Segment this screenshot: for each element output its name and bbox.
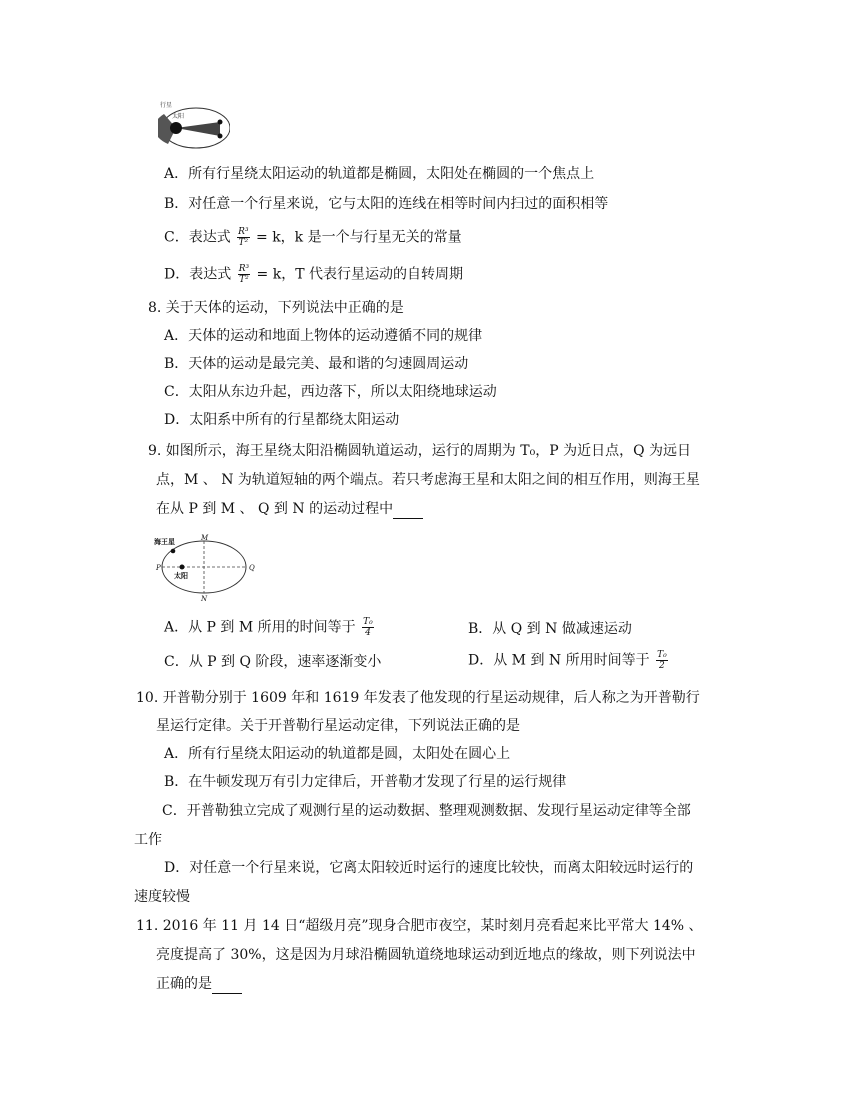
fraction-denominator: T² — [239, 275, 249, 285]
q7-option-c — [164, 227, 462, 248]
q10-stem-line-2: 星运行定律。关于开普勒行星运动定律，下列说法正确的是 — [156, 718, 520, 734]
q10-option-d-line-2: 速度较慢 — [134, 889, 190, 905]
q9-stem-line-1: 9. 如图所示，海王星绕太阳沿椭圆轨道运动，运行的周期为 T₀，P 为近日点，Q 为远日 — [148, 443, 692, 459]
fig1-swept-area-right — [176, 122, 220, 136]
answer-blank — [393, 504, 423, 519]
q9-stem-line-3 — [156, 499, 423, 519]
q7-option-d-suffix: = k，T 代表行星运动的自转周期 — [256, 266, 463, 283]
fraction-numerator: T₀ — [363, 617, 373, 627]
q9-option-b: B．从 Q 到 N 做减速运动 — [468, 621, 632, 637]
q7-option-a: A．所有行星绕太阳运动的轨道都是椭圆，太阳处在椭圆的一个焦点上 — [164, 166, 595, 182]
q9-option-a-prefix: A．从 P 到 M 所用的时间等于 — [164, 619, 356, 636]
fraction-denominator: T² — [238, 238, 249, 248]
q7-option-c-suffix: = k，k 是一个与行星无关的常量 — [256, 229, 462, 246]
fig2-label-n: N — [201, 595, 208, 603]
fig1-sun — [170, 122, 182, 134]
fig2-neptune — [171, 549, 176, 554]
q8-option-d: D．太阳系中所有的行星都绕太阳运动 — [164, 412, 400, 428]
q8-option-b: B．天体的运动是最完美、最和谐的匀速圆周运动 — [164, 356, 469, 372]
q11-stem-line-3-text: 正确的是 — [156, 976, 212, 992]
answer-blank — [212, 979, 242, 994]
q10-stem-line-1: 10. 开普勒分别于 1609 年和 1619 年发表了他发现的行星运动规律，后人称之为开普勒行 — [136, 690, 700, 706]
q11-stem-line-1: 11. 2016 年 11 月 14 日“超级月亮”现身合肥市夜空，某时刻月亮看起来比平常大 14% 、 — [136, 918, 703, 934]
fig2-sun — [180, 565, 185, 570]
q8-option-a: A．天体的运动和地面上物体的运动遵循不同的规律 — [164, 328, 483, 344]
fig2-label-q: Q — [249, 564, 255, 572]
q7-option-d-prefix: D．表达式 — [164, 266, 232, 283]
fraction-numerator: R³ — [238, 227, 249, 237]
fraction-numerator: T₀ — [657, 650, 667, 660]
fig2-label-p: P — [156, 564, 161, 572]
q8-stem: 8. 关于天体的运动，下列说法中正确的是 — [148, 300, 404, 316]
q9-stem-line-3-text: 在从 P 到 M 、 Q 到 N 的运动过程中 — [156, 501, 394, 517]
q9-option-d-fraction — [656, 650, 668, 671]
q10-option-c-line-1: C．开普勒独立完成了观测行星的运动数据、整理观测数据、发现行星运动定律等全部 — [162, 803, 691, 819]
q9-option-d — [468, 650, 670, 671]
fig2-label-m: M — [201, 534, 209, 542]
q7-option-d — [164, 264, 463, 285]
fig1-sun-label: 太阳 — [172, 113, 185, 120]
fraction-denominator: 2 — [659, 661, 665, 671]
fraction-denominator: 4 — [365, 628, 371, 638]
q10-option-d-line-1: D．对任意一个行星来说，它离太阳较近时运行的速度比较快，而离太阳较远时运行的 — [164, 860, 694, 876]
orbit-figure-1 — [158, 98, 230, 150]
q8-option-c: C．太阳从东边升起，西边落下，所以太阳绕地球运动 — [164, 384, 497, 400]
fig2-sun-label: 太阳 — [174, 572, 188, 580]
q9-option-c: C．从 P 到 Q 阶段，速率逐渐变小 — [164, 654, 382, 670]
fig1-planet-label: 行星 — [160, 102, 173, 109]
q10-option-c-line-2: 工作 — [134, 832, 162, 848]
q7-option-c-fraction — [237, 227, 249, 248]
q10-option-a: A．所有行星绕太阳运动的轨道都是圆，太阳处在圆心上 — [164, 746, 511, 762]
q9-option-a-fraction — [362, 617, 374, 638]
q9-option-a — [164, 617, 376, 638]
q7-option-c-prefix: C．表达式 — [164, 229, 231, 246]
fraction-numerator: R³ — [238, 264, 250, 274]
q9-option-d-prefix: D．从 M 到 N 所用时间等于 — [468, 652, 650, 669]
fig2-neptune-label: 海王星 — [154, 538, 175, 546]
q11-stem-line-2: 亮度提高了 30%，这是因为月球沿椭圆轨道绕地球运动到近地点的缘故，则下列说法中 — [156, 947, 696, 963]
q10-option-b: B．在牛顿发现万有引力定律后，开普勒才发现了行星的运行规律 — [164, 774, 567, 790]
fig1-planet-1 — [218, 120, 223, 125]
fig1-planet-2 — [218, 134, 223, 139]
neptune-orbit-figure — [152, 532, 262, 604]
q7-option-d-fraction — [238, 264, 250, 285]
q7-option-b: B．对任意一个行星来说，它与太阳的连线在相等时间内扫过的面积相等 — [164, 196, 609, 212]
q9-stem-line-2: 点，M 、 N 为轨道短轴的两个端点。若只考虑海王星和太阳之间的相互作用，则海王星 — [156, 472, 700, 488]
q11-stem-line-3 — [156, 974, 242, 994]
